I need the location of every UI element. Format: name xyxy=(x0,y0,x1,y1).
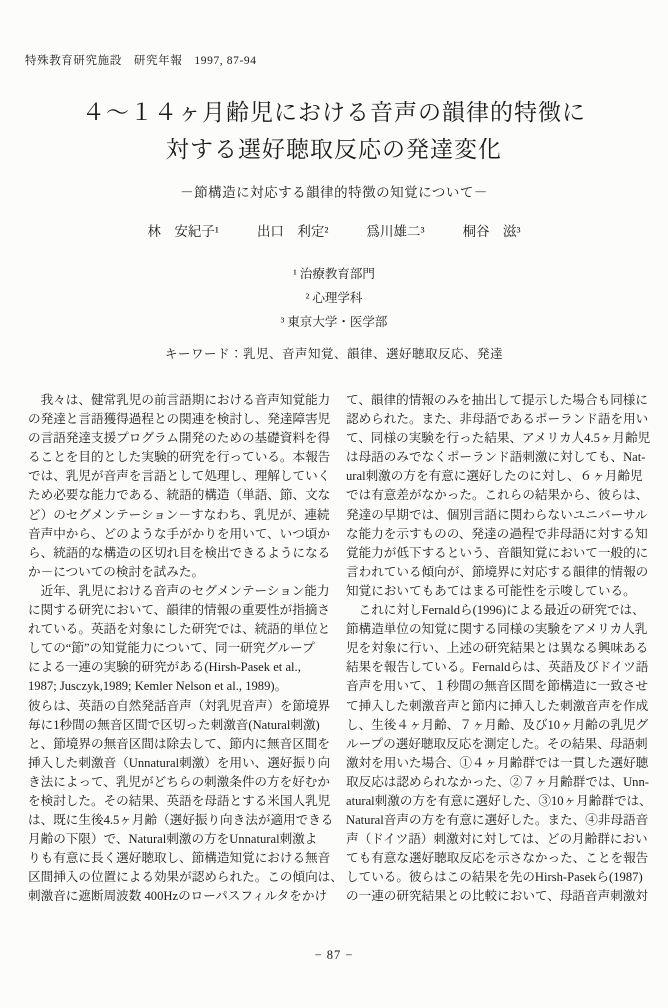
title-line-1: ４～１４ヶ月齢児における音声の韻律的特徴に xyxy=(82,100,586,125)
body-text-line: による一連の実験的研究がある(Hirsh-Pasek et al., xyxy=(28,660,301,675)
author-name: 林 安紀子¹ xyxy=(147,224,219,239)
body-text-line: 音声を用いて、１秒間の無音区間を節構造に一致させ xyxy=(346,679,648,694)
body-text-line: て、同様の実験を行った結果、アメリカ人4.5ヶ月齢児 xyxy=(346,431,651,446)
body-text-line: ural刺激の方を有意に選好したのに対し、６ヶ月齢児 xyxy=(346,469,643,484)
body-text-line: ても有意な選好聴取反応を示さなかった、ことを報告 xyxy=(346,851,649,866)
body-text-line: を検討した。その結果、英語を母語とする米国人乳児 xyxy=(28,793,331,808)
body-text-line: て挿入した刺激音声と節内に挿入した刺激音声を作成 xyxy=(346,698,649,713)
body-text-line: れている。英語を対象にした研究では、統語的単位と xyxy=(28,622,331,637)
body-text-line: ループの選好聴取反応を測定した。その結果、母語刺 xyxy=(346,736,648,751)
body-text-line: 近年、乳児における音声のセグメンテーション能力 xyxy=(28,583,330,598)
body-text-line: 知覚においてもあてはまる可能性を示唆している。 xyxy=(346,583,636,598)
body-text-line: は母語のみでなくポーランド語刺激に対しても、Nat- xyxy=(346,450,646,465)
body-text-line: 月齢の下限）で、Natural刺激の方をUnnatural刺激よ xyxy=(28,832,318,847)
body-text-line: 節構造単位の知覚に関する同様の実験をアメリカ人乳 xyxy=(346,622,648,637)
body-text-line: の言語発達支援プログラム開発のための基礎資料を得 xyxy=(28,431,331,446)
paper-subtitle: －節構造に対応する韻律的特徴の知覚について－ xyxy=(180,185,488,200)
body-text-line: ら、統語的な構造の区切れ目を検出できるようになる xyxy=(28,545,331,560)
body-text-line: しての“節”の知覚能力について、同一研究グループ xyxy=(28,641,315,656)
body-text-line: 認められた。また、非母語であるポーランド語を用い xyxy=(346,412,649,427)
affiliation-line: ² 心理学科 xyxy=(305,291,363,305)
body-text-line: では有意差がなかった。これらの結果から、彼らは、 xyxy=(346,488,649,503)
body-text-line: ど）のセグメンテーション－すなわち、乳児が、連続 xyxy=(28,507,330,522)
body-text-line: 言われている傾向が、節境界に対応する韻律的情報の xyxy=(346,564,649,579)
paper-title xyxy=(0,94,668,205)
body-text-line: 挿入した刺激音（Unnatural刺激）を用い、選好振り向 xyxy=(28,755,331,770)
author-name: 出口 利定² xyxy=(256,224,329,239)
body-text-line: 区間挿入の位置による効果が認められた。この傾向は、 xyxy=(28,870,343,885)
body-text-line: 1987; Jusczyk,1989; Kemler Nelson et al., 1989)。 xyxy=(28,679,288,694)
affiliation-list xyxy=(0,262,668,334)
body-text-line: している。彼らはこの結果を先のHirsh-Pasekら(1987) xyxy=(346,870,643,885)
body-columns xyxy=(28,391,652,907)
body-text-line: りも有意に長く選好聴取し、節構造知覚における無音 xyxy=(28,851,331,866)
body-text-line: は、既に生後4.5ヶ月齢（選好振り向き法が適用できる xyxy=(28,813,334,828)
body-text-line: と、節境界の無音区間は除去して、節内に無音区間を xyxy=(28,736,330,751)
page-number: − 87 − xyxy=(314,948,354,962)
body-text-line: これに対しFernaldら(1996)による最近の研究では、 xyxy=(346,603,645,618)
left-column xyxy=(28,391,343,907)
author-list xyxy=(0,220,668,240)
affiliation-line: ³ 東京大学・医学部 xyxy=(280,315,388,329)
affiliation-line: ¹ 治療教育部門 xyxy=(293,267,375,281)
body-text-line: の発達と言語獲得過程との関連を検討し、発達障害児 xyxy=(28,412,331,427)
body-text-line: 毎に1秒間の無音区間で区切った刺激音(Natural刺激) xyxy=(28,717,320,732)
body-text-line: ため必要な能力である、統語的構造（単語、節、文な xyxy=(28,488,331,503)
body-text-line: では、乳児が音声を言語として処理し、理解していく xyxy=(28,469,331,484)
body-text-line: 刺激音に遮断周波数 400Hzのローパスフィルタをかけ xyxy=(28,889,328,904)
body-text-line: 結果を報告している。Fernaldらは、英語及びドイツ語 xyxy=(346,660,649,675)
keywords-line: キーワード：乳児、音声知覚、韻律、選好聴取反応、発達 xyxy=(164,347,503,361)
body-text-line: な能力を示すものの、発達の過程で非母語に対する知 xyxy=(346,526,648,541)
body-text-line: 発達の早期では、個別言語に関わらないユニバーサル xyxy=(346,507,648,522)
body-text-line: 取反応は認められなかった、②７ヶ月齢群では、Unn- xyxy=(346,774,649,789)
body-text-line: て、韻律的情報のみを抽出して提示した場合も同様に xyxy=(346,393,648,407)
body-text-line: 覚能力が低下するという、音韻知覚において一般的に xyxy=(346,545,649,560)
body-text-line: Natural音声の方を有意に選好した。また、④非母語音 xyxy=(346,813,649,828)
body-text-line: か－についての検討を試みた。 xyxy=(28,564,205,579)
body-text-line: に関する研究において、韻律的情報の重要性が指摘さ xyxy=(28,603,330,618)
body-text-line: 彼らは、英語の自然発話音声（対乳児音声）を節境界 xyxy=(28,698,331,713)
body-text-line: し、生後４ヶ月齢、７ヶ月齢、及び10ヶ月齢の乳児グ xyxy=(346,717,649,732)
body-text-line: atural刺激の方を有意に選好した、③10ヶ月齢群では、 xyxy=(346,793,652,808)
body-text-line: ることを目的とした実験的研究を行っている。本報告 xyxy=(28,450,331,465)
body-text-line: 声（ドイツ語）刺激対に対しては、どの月齢群におい xyxy=(346,832,648,847)
title-line-2: 対する選好聴取反応の発達変化 xyxy=(166,137,502,162)
body-text-line: 激対を用いた場合、①４ヶ月齢群では一貫した選好聴 xyxy=(346,755,649,770)
author-name: 爲川雄二³ xyxy=(366,224,425,239)
body-text-line: 音声中から、どのような手がかりを用いて、いつ頃か xyxy=(28,526,330,541)
body-text-line: き法によって、乳児がどちらの刺激条件の方を好むか xyxy=(28,774,330,789)
body-text-line: 児を対象に行い、上述の研究結果とは異なる興味ある xyxy=(346,641,649,656)
body-text-line: 我々は、健常乳児の前言語期における音声知覚能力 xyxy=(28,393,331,407)
right-column xyxy=(346,391,652,907)
journal-header: 特殊教育研究施設 研究年報 1997, 87-94 xyxy=(25,55,257,67)
body-text-line: の一連の研究結果との比較において、母語音声刺激対 xyxy=(346,889,648,904)
author-name: 桐谷 滋³ xyxy=(462,224,521,239)
